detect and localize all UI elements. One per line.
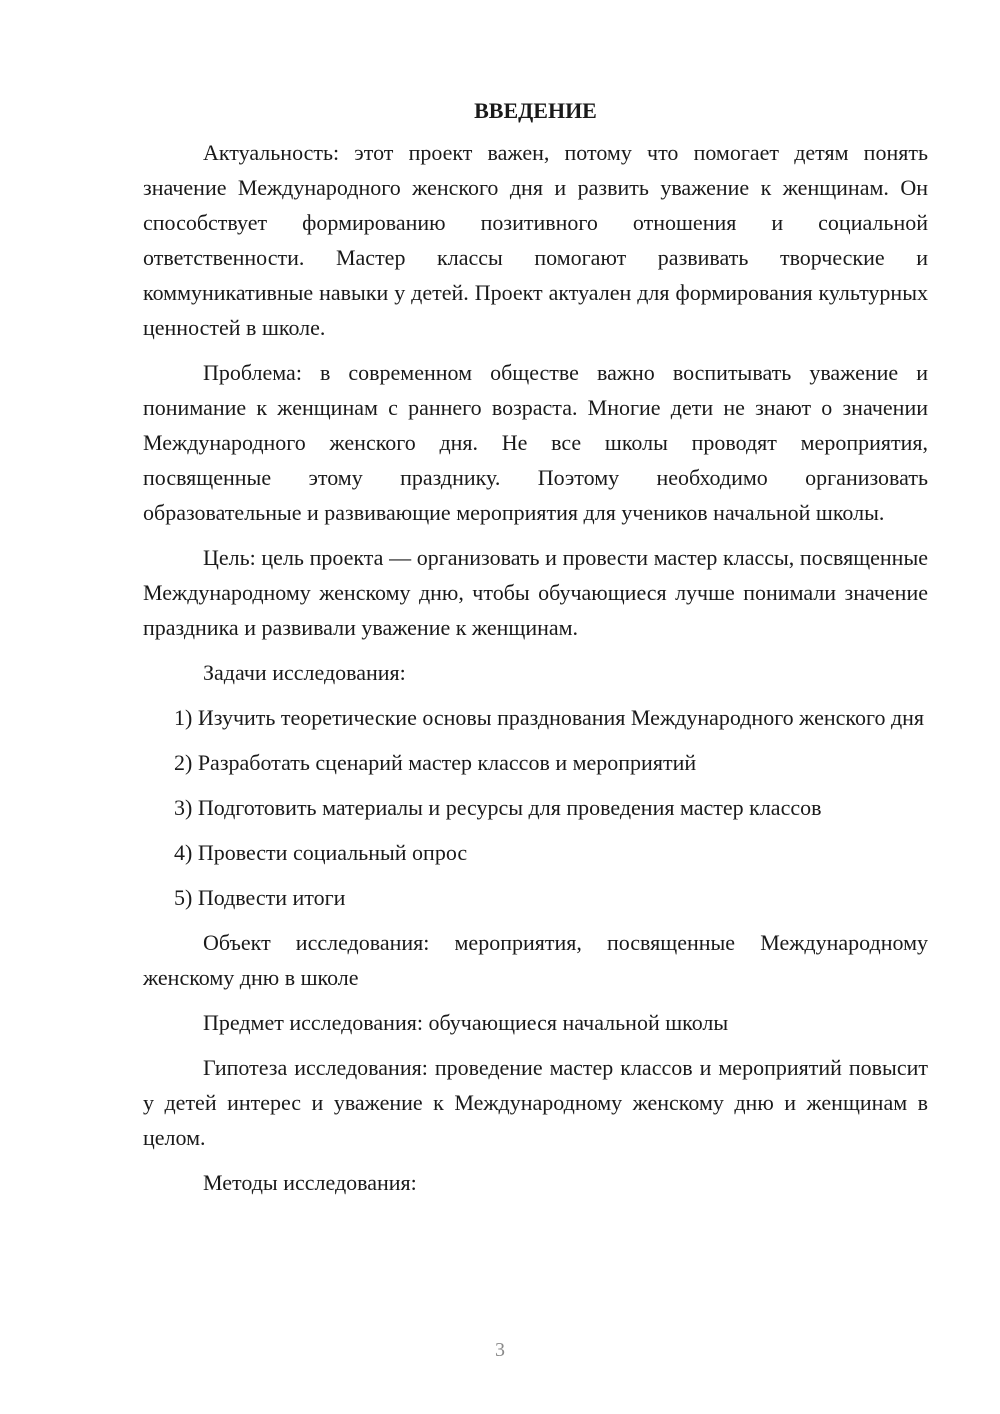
goal-paragraph: Цель: цель проекта — организовать и провести мастер классы, посвященные Международному женскому дню, чтобы обучающиеся лучше понимали значение праздника и развивали уважение к женщинам. [143,545,928,640]
relevance-paragraph: Актуальность: этот проект важен, потому что помогает детям понять значение Международного женского дня и развить уважение к женщинам. Он способствует формированию позитивного отношения и социальной ответственности. Мастер классы помогают развивать творческие и коммуникативные навыки у детей. Проект актуален для формирования культурных ценностей в школе. [143,140,928,340]
object-paragraph: Объект исследования: мероприятия, посвященные Международному женскому дню в школе [143,930,928,990]
task-item: 3) Подготовить материалы и ресурсы для проведения мастер классов [174,795,822,820]
tasks-heading: Задачи исследования: [203,660,406,685]
methods-heading: Методы исследования: [203,1170,417,1195]
section-title: ВВЕДЕНИЕ [474,98,597,123]
task-item: 2) Разработать сценарий мастер классов и мероприятий [174,750,697,775]
tasks-list [143,700,928,915]
page-number: 3 [495,1339,505,1361]
problem-paragraph: Проблема: в современном обществе важно воспитывать уважение и понимание к женщинам с раннего возраста. Многие дети не знают о значении Международного женского дня. Не все школы проводят мероприятия, посвященные этому празднику. Поэтому необходимо организовать образовательные и развивающие мероприятия для учеников начальной школы. [143,360,928,525]
task-item: 5) Подвести итоги [174,885,346,910]
task-item: 4) Провести социальный опрос [174,840,468,865]
task-item: 1) Изучить теоретические основы празднования Международного женского дня [174,705,925,730]
subject-paragraph: Предмет исследования: обучающиеся начальной школы [203,1010,729,1035]
hypothesis-paragraph: Гипотеза исследования: проведение мастер классов и мероприятий повысит у детей интерес и уважение к Международному женскому дню и женщинам в целом. [143,1055,928,1150]
